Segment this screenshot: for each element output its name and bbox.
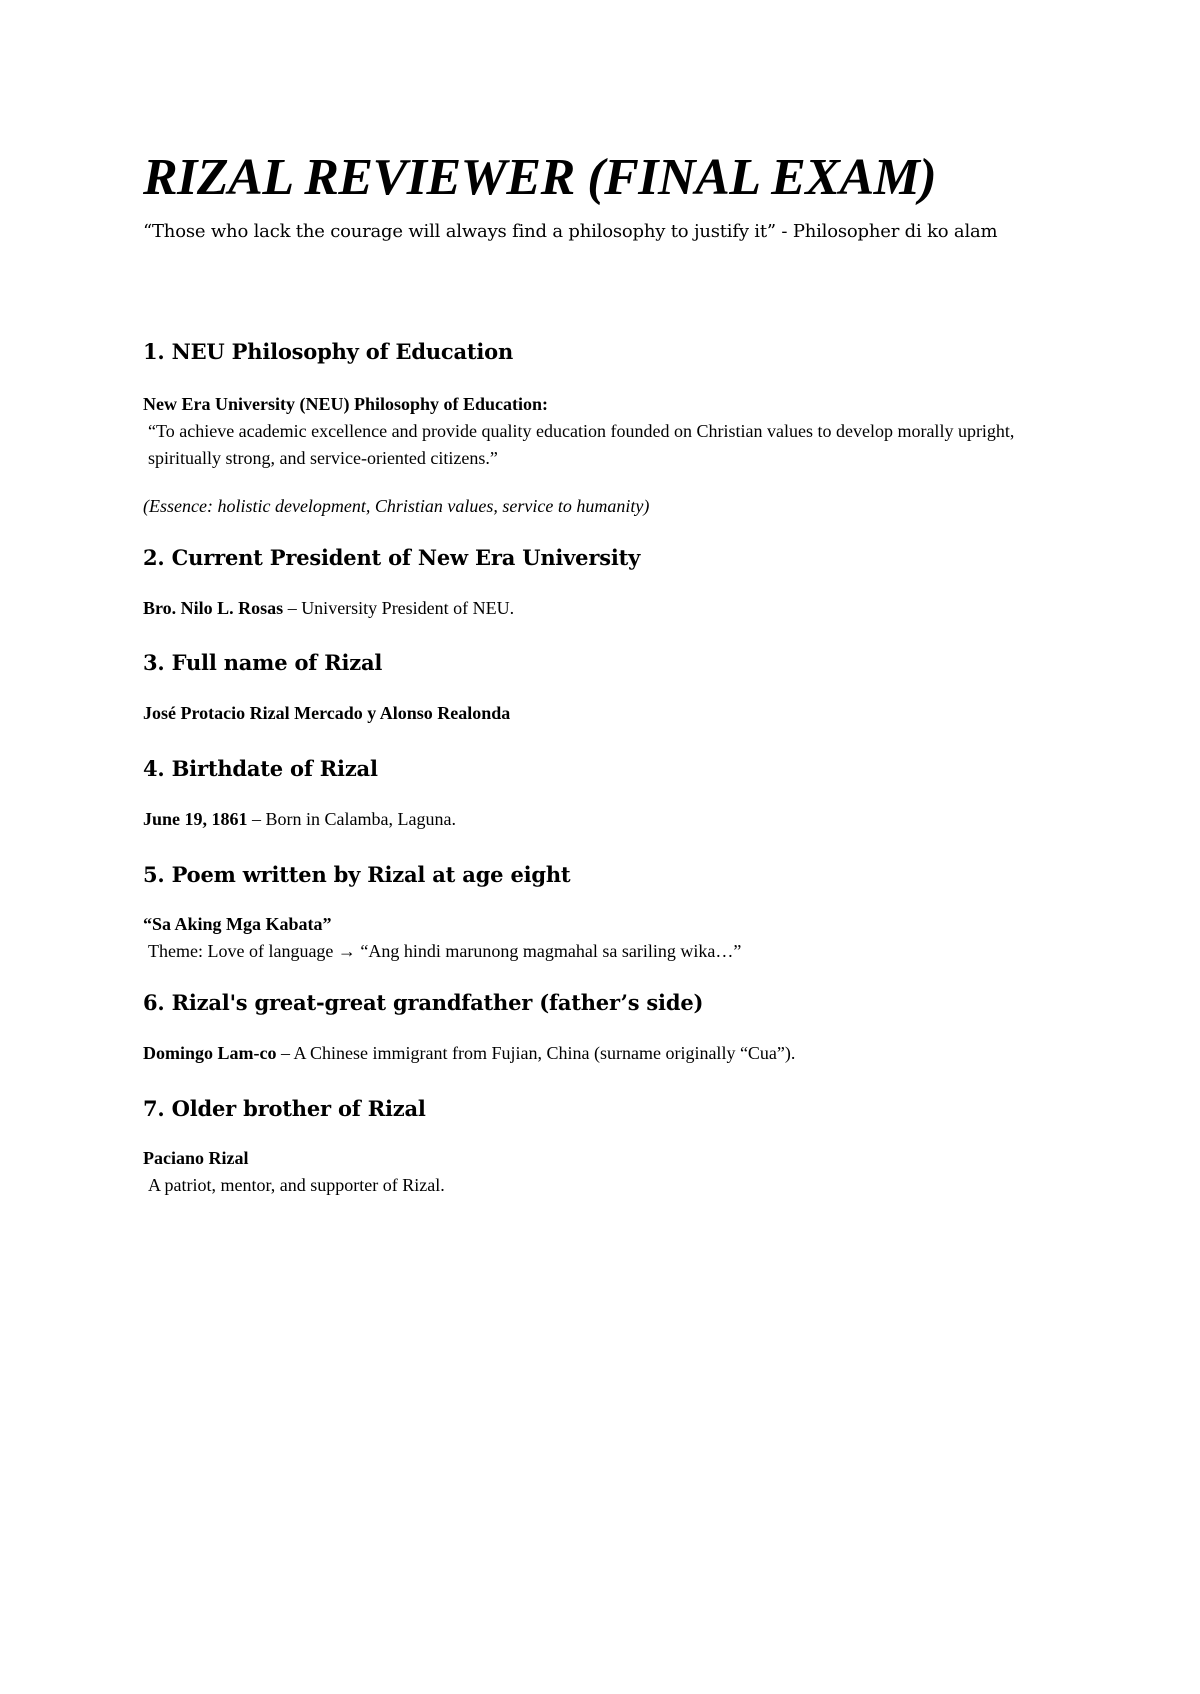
section-text: A patriot, mentor, and supporter of Rizal. (148, 1175, 445, 1195)
section-ancestor (143, 989, 1073, 1067)
section-label: Domingo Lam-co (143, 1043, 277, 1063)
section-heading: 6. Rizal's great-great grandfather (father’s side) (143, 990, 704, 1015)
section-heading: 5. Poem written by Rizal at age eight (143, 862, 571, 887)
document-content (143, 150, 1073, 1199)
section-label: Paciano Rizal (143, 1148, 249, 1168)
section-body (143, 1040, 1073, 1067)
section-full-name (143, 649, 1073, 727)
section-note: (Essence: holistic development, Christian values, service to humanity) (143, 496, 650, 516)
section-heading: 3. Full name of Rizal (143, 650, 383, 675)
section-label: New Era University (NEU) Philosophy of Education: (143, 394, 549, 414)
section-label: Bro. Nilo L. Rosas (143, 598, 284, 618)
section-text: – A Chinese immigrant from Fujian, China (surname originally “Cua”). (276, 1043, 796, 1063)
section-heading: 2. Current President of New Era University (143, 545, 641, 570)
section-neu-philosophy (143, 338, 1073, 520)
section-body (143, 595, 1073, 622)
document-title: RIZAL REVIEWER (FINAL EXAM) (143, 149, 937, 206)
section-text: “To achieve academic excellence and provide quality education founded on Christian values to develop morally upright, spiritually strong, and service-oriented citizens.” (148, 421, 1015, 468)
section-label: “Sa Aking Mga Kabata” (143, 914, 332, 934)
section-neu-president (143, 544, 1073, 622)
section-poem (143, 861, 1073, 965)
section-heading: 1. NEU Philosophy of Education (143, 339, 514, 364)
section-text: – Born in Calamba, Laguna. (247, 809, 456, 829)
section-birthdate (143, 755, 1073, 833)
section-heading: 7. Older brother of Rizal (143, 1096, 426, 1121)
section-text: Theme: Love of language → “Ang hindi marunong magmahal sa sariling wika…” (148, 941, 742, 961)
section-label: June 19, 1861 (143, 809, 248, 829)
opening-quote: “Those who lack the courage will always find a philosophy to justify it” - Philosopher di ko alam (143, 221, 998, 242)
section-body (143, 806, 1073, 833)
section-text: – University President of NEU. (283, 598, 515, 618)
section-label: José Protacio Rizal Mercado y Alonso Realonda (143, 703, 511, 723)
section-older-brother (143, 1095, 1073, 1199)
section-heading: 4. Birthdate of Rizal (143, 756, 378, 781)
